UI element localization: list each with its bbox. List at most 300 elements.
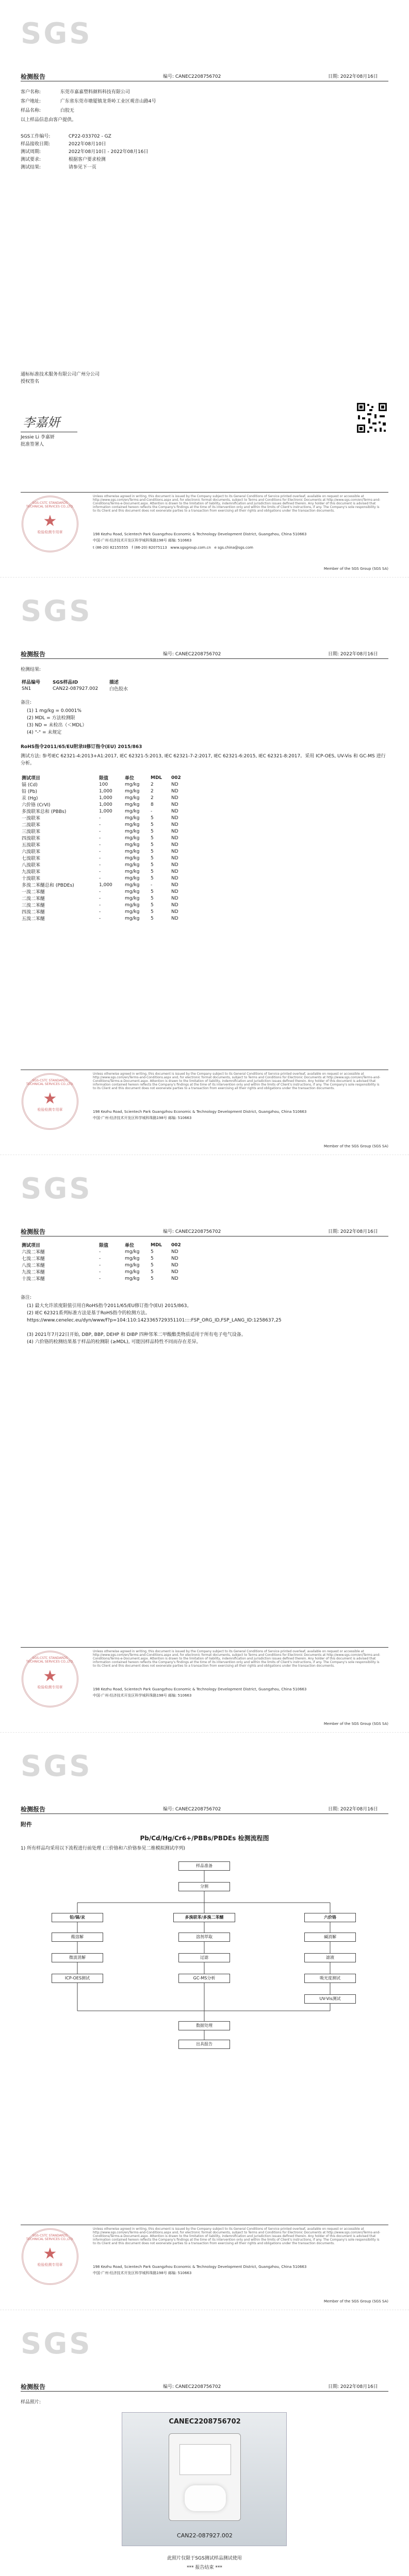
table-cell: ND	[171, 869, 178, 874]
table-row	[21, 1275, 191, 1282]
sgs-logo: SGS	[21, 17, 92, 50]
info-value: 2022年08月10日 - 2022年08月16日	[68, 149, 149, 155]
table-cell: ND	[171, 882, 178, 888]
table-cell: -	[99, 828, 101, 834]
table-cell: -	[99, 849, 101, 854]
table-row	[21, 895, 191, 902]
table-cell: 100	[99, 782, 108, 787]
table-cell: mg/kg	[125, 882, 140, 888]
table-cell: -	[99, 916, 101, 921]
info-row	[21, 164, 96, 171]
table-cell: -	[99, 1256, 101, 1261]
flow-node-alkali: 碱消解	[304, 1933, 356, 1942]
member-line: Member of the SGS Group (SGS SA)	[323, 1144, 388, 1148]
table-cell: ND	[171, 849, 178, 854]
table-cell: ND	[171, 788, 178, 794]
qr-code-icon	[356, 402, 388, 434]
info-key: 测试结果:	[21, 165, 41, 170]
table-cell: mg/kg	[125, 1249, 140, 1255]
info-row	[21, 148, 148, 156]
table-cell: 三溴二苯醚	[22, 903, 45, 908]
table-cell: mg/kg	[125, 849, 140, 854]
fax: f (86-20) 82075113	[132, 546, 167, 550]
address-cn-text: 中国·广州·经济技术开发区科学城科珠路198号 邮编: 510663	[93, 538, 192, 543]
table-cell: 二溴联苯	[22, 823, 41, 828]
table-cell: 5	[151, 822, 154, 827]
report-page-1	[0, 0, 409, 578]
table-cell: mg/kg	[125, 815, 140, 821]
table-cell: 2	[151, 788, 154, 794]
applicant-value: 东莞市嘉嘉塑料颜料科技有限公司	[60, 90, 130, 95]
report-number: 编号: CANEC2208756702	[163, 74, 221, 79]
notes-title: 备注:	[21, 1295, 32, 1300]
table-cell: 白色胶水	[109, 687, 128, 692]
table-cell: -	[99, 1249, 101, 1255]
table-header-cell: SGS样品ID	[53, 680, 78, 685]
flow-node-filter: 过滤	[178, 1953, 230, 1962]
note-line: (2) IEC 62321系列标准方法是基于RoHS指令的检测方法。	[27, 1311, 150, 1316]
table-cell: mg/kg	[125, 828, 140, 834]
table-row	[21, 794, 191, 801]
table-cell: 二溴二苯醚	[22, 896, 45, 902]
results-table-body	[21, 1248, 191, 1282]
table-cell: ND	[171, 795, 178, 801]
table-cell: 5	[151, 862, 154, 868]
table-cell: 5	[151, 842, 154, 848]
table-cell: 5	[151, 869, 154, 874]
signed-for: 授权签名	[21, 379, 40, 384]
table-cell: 1,000	[99, 802, 112, 807]
stamp-bottom-text: 检验检测专用章	[37, 2263, 63, 2267]
sample-photo	[122, 2412, 287, 2546]
table-header-row	[21, 774, 191, 781]
report-number: 编号: CANEC2208756702	[163, 1807, 221, 1812]
table-cell: 5	[151, 835, 154, 841]
table-row	[21, 875, 191, 882]
report-date: 日期: 2022年08月16日	[328, 1807, 378, 1812]
flow-title: Pb/Cd/Hg/Cr6+/PBBs/PBDEs 检测流程图	[140, 1835, 269, 1842]
table-header-cell: MDL	[151, 775, 162, 781]
table-row	[21, 861, 191, 868]
note-line: (2) MDL = 方法检测限	[27, 716, 75, 721]
sample-label: 样品名称:	[21, 108, 41, 113]
results-title: 检测结果:	[21, 667, 41, 672]
table-cell: ND	[171, 862, 178, 868]
sgs-logo: SGS	[21, 1750, 92, 1783]
table-row	[21, 882, 191, 888]
info-key: 样品接收日期:	[21, 142, 51, 147]
table-row	[21, 888, 191, 895]
table-cell: ND	[171, 1262, 178, 1268]
table-row	[21, 815, 191, 821]
table-cell: 2	[151, 795, 154, 801]
table-header-cell: 测试项目	[22, 1243, 41, 1248]
report-page-2	[0, 578, 409, 1155]
report-date: 日期: 2022年08月16日	[328, 652, 378, 657]
table-cell: mg/kg	[125, 788, 140, 794]
company-name: 通标标准技术服务有限公司广州分公司	[21, 372, 100, 377]
note-line: (3) ND = 未检出（＜MDL）	[27, 723, 87, 728]
member-line: Member of the SGS Group (SGS SA)	[323, 1722, 388, 1726]
report-header	[21, 72, 388, 81]
info-key: 测试周期:	[21, 149, 41, 155]
table-cell: ND	[171, 808, 178, 814]
flow-node-extract: 溶剂萃取	[178, 1933, 230, 1942]
report-title: 检测报告	[21, 73, 46, 80]
table-row	[21, 1262, 191, 1268]
table-cell: SN1	[22, 686, 31, 691]
table-cell: -	[99, 815, 101, 821]
address-en: 198 Kezhu Road, Scientech Park Guangzhou Economic & Technology Development District, Guangzhou, China 510663	[93, 2265, 307, 2269]
table-row	[21, 821, 191, 828]
table-header-row	[21, 679, 129, 685]
table-cell: ND	[171, 782, 178, 787]
photo-label: 样品照片:	[21, 2400, 41, 2405]
table-row	[21, 781, 191, 788]
table-cell: 五溴联苯	[22, 843, 41, 848]
stamp-ring-text: SGS-CSTC STANDARDS TECHNICAL SERVICES CO.,LTD.	[26, 2234, 74, 2241]
table-header-cell: 描述	[109, 680, 119, 685]
footer-rule	[21, 1647, 388, 1648]
table-cell: 5	[151, 1256, 154, 1261]
sgs-stamp	[22, 1651, 78, 1707]
sample-table	[21, 679, 129, 692]
table-cell: 六溴二苯醚	[22, 1250, 45, 1255]
table-cell: 汞 (Hg)	[22, 796, 38, 801]
table-cell: 四溴二苯醚	[22, 910, 45, 915]
contact-row	[93, 545, 382, 550]
flow-node-start: 样品准备	[178, 1861, 230, 1871]
note-line: (1) 最大允许浓度限值引用自RoHS指令2011/65/EU修订指令(EU) 2015/863。	[27, 1303, 192, 1309]
flow-node-uv: UV-Vis测试	[304, 1994, 356, 2004]
note-line: (3) 2021年7月22日开始, DBP, BBP, DEHP 和 DIBP 四种邻苯二甲酸酯类物质适用于所有电子电气设备。	[27, 1332, 246, 1337]
star-icon: ★	[43, 512, 57, 530]
email[interactable]: e sgs.china@sgs.com	[214, 546, 253, 550]
report-title: 检测报告	[21, 1228, 46, 1235]
table-cell: -	[99, 1276, 101, 1281]
table-cell: 5	[151, 855, 154, 861]
table-cell: -	[99, 1269, 101, 1275]
table-header-cell: 样品编号	[22, 680, 41, 685]
info-value: 请参见下一页	[68, 165, 96, 170]
table-cell: mg/kg	[125, 1256, 140, 1261]
table-row	[21, 868, 191, 875]
table-cell: ND	[171, 916, 178, 921]
results-table-body	[21, 781, 191, 922]
address-label: 客户地址:	[21, 99, 41, 104]
table-cell: 多溴二苯醚总和 (PBDEs)	[22, 883, 74, 888]
flow-node-solution: 滤液	[304, 1953, 356, 1962]
table-cell: mg/kg	[125, 1269, 140, 1275]
table-cell: ND	[171, 822, 178, 827]
table-cell: 8	[151, 802, 154, 807]
table-cell: 七溴二苯醚	[22, 1257, 45, 1262]
table-cell: 1,000	[99, 788, 112, 794]
info-row	[21, 141, 106, 148]
table-header-cell: MDL	[151, 1242, 162, 1248]
stamp-bottom-text: 检验检测专用章	[37, 1108, 63, 1112]
table-cell: ND	[171, 855, 178, 861]
note-line: (4) "-" = 未规定	[27, 730, 62, 735]
info-value: CP22-033702 - GZ	[68, 134, 111, 139]
table-cell: mg/kg	[125, 909, 140, 914]
tel: t (86-20) 82155555	[93, 546, 128, 550]
table-cell: -	[151, 882, 153, 888]
table-cell: -	[99, 862, 101, 868]
table-cell: 1,000	[99, 795, 112, 801]
table-cell: mg/kg	[125, 869, 140, 874]
star-icon: ★	[43, 1667, 57, 1685]
table-cell: 5	[151, 1276, 154, 1281]
table-cell: ND	[171, 1269, 178, 1275]
note-link[interactable]: https://www.cenelec.eu/dyn/www/f?p=104:110:1423365729351101::::FSP_ORG_ID,FSP_LANG_ID:1258637,25	[27, 1318, 282, 1323]
table-cell: 十溴联苯	[22, 876, 41, 882]
table-cell: 九溴联苯	[22, 870, 41, 875]
table-header-cell: 002	[171, 775, 181, 781]
disclaimer: Unless otherwise agreed in writing, this document is issued by the Company subject to its General Conditions of Service printed overleaf, available on request or accessible at http://www.sgs.com/en/Terms-and-Conditions.aspx and, for electronic format documents, subject to Terms and Conditions for Electronic Documents at http://www.sgs.com/en/Terms-and-Conditions/Terms-e-Document.aspx. Attention is drawn to the limitation of liability, indemnification and jurisdiction issues defined therein. Any holder of this document is advised that information contained hereon reflects the Company's findings at the time of its intervention only and within the limits of Client's instructions, if any. The Company's sole responsibility is to its Client and this document does not exonerate parties to a transaction from exercising all their rights and obligations under the transaction documents.	[93, 495, 381, 513]
flow-node-split: 分割	[178, 1882, 230, 1891]
table-cell: ND	[171, 889, 178, 894]
table-cell: -	[99, 889, 101, 894]
sgs-stamp	[22, 1073, 78, 1130]
table-cell: ND	[171, 895, 178, 901]
sample-material	[185, 2485, 226, 2511]
table-cell: 2	[151, 782, 154, 787]
table-cell: 5	[151, 815, 154, 821]
report-header	[21, 650, 388, 659]
disclaimer: Unless otherwise agreed in writing, this document is issued by the Company subject to its General Conditions of Service printed overleaf, available on request or accessible at http://www.sgs.com/en/Terms-and-Conditions.aspx and, for electronic format documents, subject to Terms and Conditions for Electronic Documents at http://www.sgs.com/en/Terms-and-Conditions/Terms-e-Document.aspx. Attention is drawn to the limitation of liability, indemnification and jurisdiction issues defined therein. Any holder of this document is advised that information contained hereon reflects the Company's findings at the time of its intervention only and within the limits of Client's instructions, if any. The Company's sole responsibility is to its Client and this document does not exonerate parties to a transaction from exercising all their rights and obligations under the transaction documents.	[93, 1072, 381, 1090]
notes-title: 备注:	[21, 700, 32, 705]
table-row	[21, 915, 191, 922]
flow-node-cr6: 六价铬	[304, 1913, 356, 1922]
report-header	[21, 1227, 388, 1236]
footer-rule	[21, 492, 388, 493]
table-cell: 六价铬 (CrVI)	[22, 803, 51, 808]
table-cell: 八溴联苯	[22, 863, 41, 868]
table-row	[21, 841, 191, 848]
flow-node-abs: 吸光度测试	[304, 1974, 356, 1983]
table-cell: mg/kg	[125, 875, 140, 881]
table-header-row	[21, 1242, 191, 1248]
table-row	[21, 1268, 191, 1275]
table-cell: 三溴联苯	[22, 829, 41, 835]
signer-name: Jessie Li 李嘉妍	[21, 435, 55, 440]
table-cell: mg/kg	[125, 889, 140, 894]
table-cell: CAN22-087927.002	[53, 686, 99, 691]
table-cell: -	[99, 822, 101, 827]
stamp-bottom-text: 检验检测专用章	[37, 1685, 63, 1689]
sgs-logo: SGS	[21, 2327, 92, 2361]
table-cell: 1,000	[99, 808, 112, 814]
table-row	[21, 855, 191, 861]
table-row	[21, 1255, 191, 1262]
client-note: 以上样品信息由客户提供。	[21, 117, 77, 123]
stamp-bottom-text: 检验检测专用章	[37, 530, 63, 534]
table-cell: 九溴二苯醚	[22, 1270, 45, 1275]
flow-node-icp: ICP-OES测试	[52, 1974, 103, 1983]
info-row	[21, 133, 111, 140]
table-cell: ND	[171, 1249, 178, 1255]
report-title: 检测报告	[21, 1806, 46, 1813]
table-cell: ND	[171, 1276, 178, 1281]
sgs-logo: SGS	[21, 595, 92, 628]
report-title: 检测报告	[21, 651, 46, 658]
table-cell: mg/kg	[125, 835, 140, 841]
member-line: Member of the SGS Group (SGS SA)	[323, 2299, 388, 2303]
address-row	[21, 98, 156, 105]
flow-node-pbcd: 铅/镉/汞	[52, 1913, 103, 1922]
table-row	[21, 1248, 191, 1255]
info-value: 根据客户要求检测	[68, 157, 106, 162]
table-row	[21, 908, 191, 915]
table-row	[21, 801, 191, 808]
table-cell: 八溴二苯醚	[22, 1263, 45, 1268]
table-cell: mg/kg	[125, 1276, 140, 1281]
table-cell: 5	[151, 909, 154, 914]
table-cell: mg/kg	[125, 782, 140, 787]
info-key: 测试要求:	[21, 157, 41, 162]
table-cell: 5	[151, 916, 154, 921]
section-title: RoHS指令2011/65/EU附录II修订指令(EU) 2015/863	[21, 744, 142, 750]
flow-subtitle: 1) 所有样品均采用以下流程进行前处理 (三价铬和六价铬参见二维模拟测试序列)	[21, 1846, 185, 1851]
sgs-logo: SGS	[21, 1172, 92, 1206]
report-number: 编号: CANEC2208756702	[163, 1229, 221, 1234]
report-date: 日期: 2022年08月16日	[328, 2384, 378, 2389]
table-cell: 5	[151, 849, 154, 854]
bag-label	[179, 2444, 231, 2475]
table-cell: 铅 (Pb)	[22, 789, 38, 794]
table-cell: 5	[151, 828, 154, 834]
table-row	[21, 788, 191, 794]
address-en: 198 Kezhu Road, Scientech Park Guangzhou Economic & Technology Development District, Guangzhou, China 510663	[93, 1687, 307, 1691]
note-line: (4) 六价铬的检测结果基于样品的检测限 (≥MDL), 可能因样品特性不同而存在差异。	[27, 1340, 201, 1345]
table-cell: -	[99, 875, 101, 881]
table-cell: mg/kg	[125, 842, 140, 848]
test-method: 测试方法: 参考IEC 62321-4:2013+A1:2017, IEC 62321-5:2013, IEC 62321-7-2:2017, IEC 62321-6:2015, IEC 62321-8:2017。采用 ICP-OES, UV-Vis 和 GC-MS 进行分析。	[21, 754, 386, 766]
table-cell: 五溴二苯醚	[22, 917, 45, 922]
table-header-cell: 002	[171, 1242, 181, 1248]
address-cn: 中国·广州·经济技术开发区科学城科珠路198号 邮编: 510663	[93, 2271, 192, 2275]
table-cell: -	[99, 869, 101, 874]
table-cell: 5	[151, 895, 154, 901]
sgs-stamp	[22, 496, 78, 552]
web[interactable]: www.sgsgroup.com.cn	[170, 546, 211, 550]
report-page-4	[0, 1733, 409, 2310]
table-header-cell: 单位	[125, 776, 135, 781]
table-cell: mg/kg	[125, 916, 140, 921]
report-date: 日期: 2022年08月16日	[328, 74, 378, 79]
table-cell: mg/kg	[125, 795, 140, 801]
flow-node-data: 数据处理	[178, 2021, 230, 2030]
table-cell: 5	[151, 902, 154, 908]
table-cell: 5	[151, 1269, 154, 1275]
disclaimer: Unless otherwise agreed in writing, this document is issued by the Company subject to its General Conditions of Service printed overleaf, available on request or accessible at http://www.sgs.com/en/Terms-and-Conditions.aspx and, for electronic format documents, subject to Terms and Conditions for Electronic Documents at http://www.sgs.com/en/Terms-and-Conditions/Terms-e-Document.aspx. Attention is drawn to the limitation of liability, indemnification and jurisdiction issues defined therein. Any holder of this document is advised that information contained hereon reflects the Company's findings at the time of its intervention only and within the limits of Client's instructions, if any. The Company's sole responsibility is to its Client and this document does not exonerate parties to a transaction from exercising all their rights and obligations under the transaction documents.	[93, 2227, 381, 2245]
table-cell: 5	[151, 889, 154, 894]
report-header	[21, 2382, 388, 2392]
report-end: *** 报告结束 ***	[187, 2565, 222, 2570]
table-cell: mg/kg	[125, 1262, 140, 1268]
table-cell: ND	[171, 815, 178, 821]
table-cell: 多溴联苯总和 (PBBs)	[22, 809, 67, 815]
table-cell: 一溴二苯醚	[22, 890, 45, 895]
signature: 李嘉妍	[23, 415, 60, 430]
address-en: 198 Kezhu Road, Scientech Park Guangzhou Economic & Technology Development District, Guangzhou, China 510663	[93, 1110, 307, 1114]
table-cell: mg/kg	[125, 902, 140, 908]
disclaimer: Unless otherwise agreed in writing, this document is issued by the Company subject to its General Conditions of Service printed overleaf, available on request or accessible at http://www.sgs.com/en/Terms-and-Conditions.aspx and, for electronic format documents, subject to Terms and Conditions for Electronic Documents at http://www.sgs.com/en/Terms-and-Conditions/Terms-e-Document.aspx. Attention is drawn to the limitation of liability, indemnification and jurisdiction issues defined therein. Any holder of this document is advised that information contained hereon reflects the Company's findings at the time of its intervention only and within the limits of Client's instructions, if any. The Company's sole responsibility is to its Client and this document does not exonerate parties to a transaction from exercising all their rights and obligations under the transaction documents.	[93, 1650, 381, 1668]
table-cell: ND	[171, 828, 178, 834]
applicant-label: 客户名称:	[21, 90, 41, 95]
report-page-3	[0, 1155, 409, 1733]
report-number: 编号: CANEC2208756702	[163, 652, 221, 657]
table-cell: -	[99, 902, 101, 908]
info-value: 2022年08月10日	[68, 142, 106, 147]
table-cell: ND	[171, 835, 178, 841]
report-title: 检测报告	[21, 2383, 46, 2391]
address-en-text: 198 Kezhu Road, Scientech Park Guangzhou Economic & Technology Development District, Guangzhou, China 510663	[93, 532, 307, 536]
sgs-stamp	[22, 2228, 78, 2285]
table-row	[21, 848, 191, 855]
flow-connector	[204, 2030, 205, 2040]
sample-value: 白胶无	[60, 108, 74, 113]
report-date: 日期: 2022年08月16日	[328, 1229, 378, 1234]
flow-node-gcms: GC-MS分析	[178, 1974, 230, 1983]
table-header-cell: 限值	[99, 1243, 109, 1248]
table-cell: 5	[151, 1249, 154, 1255]
table-cell: -	[99, 835, 101, 841]
flow-node-pbb: 多溴联苯/多溴二苯醚	[173, 1913, 235, 1922]
table-cell: ND	[171, 802, 178, 807]
table-cell: ND	[171, 902, 178, 908]
table-row	[21, 902, 191, 908]
sample-row	[21, 107, 74, 114]
star-icon: ★	[43, 2245, 57, 2263]
table-cell: 六溴联苯	[22, 850, 41, 855]
table-cell: 一溴联苯	[22, 816, 41, 821]
table-cell: ND	[171, 842, 178, 848]
flow-node-micro: 微波消解	[52, 1953, 103, 1962]
photo-label-bottom: CAN22-087927.002	[177, 2532, 233, 2539]
signer-title: 批准签署人	[21, 442, 44, 447]
table-cell: -	[151, 808, 153, 814]
table-cell: mg/kg	[125, 822, 140, 827]
stamp-ring-text: SGS-CSTC STANDARDS TECHNICAL SERVICES CO.,LTD.	[26, 1079, 74, 1086]
photo-caption: 此照片仅限于SGS测试样品测试使用	[167, 2556, 242, 2561]
member-line: Member of the SGS Group (SGS SA)	[323, 567, 388, 571]
table-cell: 5	[151, 1262, 154, 1268]
table-cell: -	[99, 1262, 101, 1268]
table-cell: 5	[151, 875, 154, 881]
table-cell: ND	[171, 875, 178, 881]
info-row	[21, 156, 106, 163]
table-cell: 七溴联苯	[22, 856, 41, 861]
results-table	[21, 1242, 191, 1282]
table-header-cell: 限值	[99, 776, 109, 781]
star-icon: ★	[43, 1090, 57, 1108]
results-table	[21, 774, 191, 922]
table-cell: -	[99, 855, 101, 861]
table-cell: mg/kg	[125, 802, 140, 807]
table-header-cell: 单位	[125, 1243, 135, 1248]
table-cell: -	[99, 909, 101, 914]
table-cell: ND	[171, 1256, 178, 1261]
address-cn: 中国·广州·经济技术开发区科学城科珠路198号 邮编: 510663	[93, 1116, 192, 1120]
report-page-5	[0, 2310, 409, 2576]
stamp-ring-text: SGS-CSTC STANDARDS TECHNICAL SERVICES CO.,LTD.	[26, 501, 74, 509]
table-cell: mg/kg	[125, 808, 140, 814]
table-cell: ND	[171, 909, 178, 914]
table-cell: 1,000	[99, 882, 112, 888]
attachment-title: 附件	[21, 1821, 32, 1828]
